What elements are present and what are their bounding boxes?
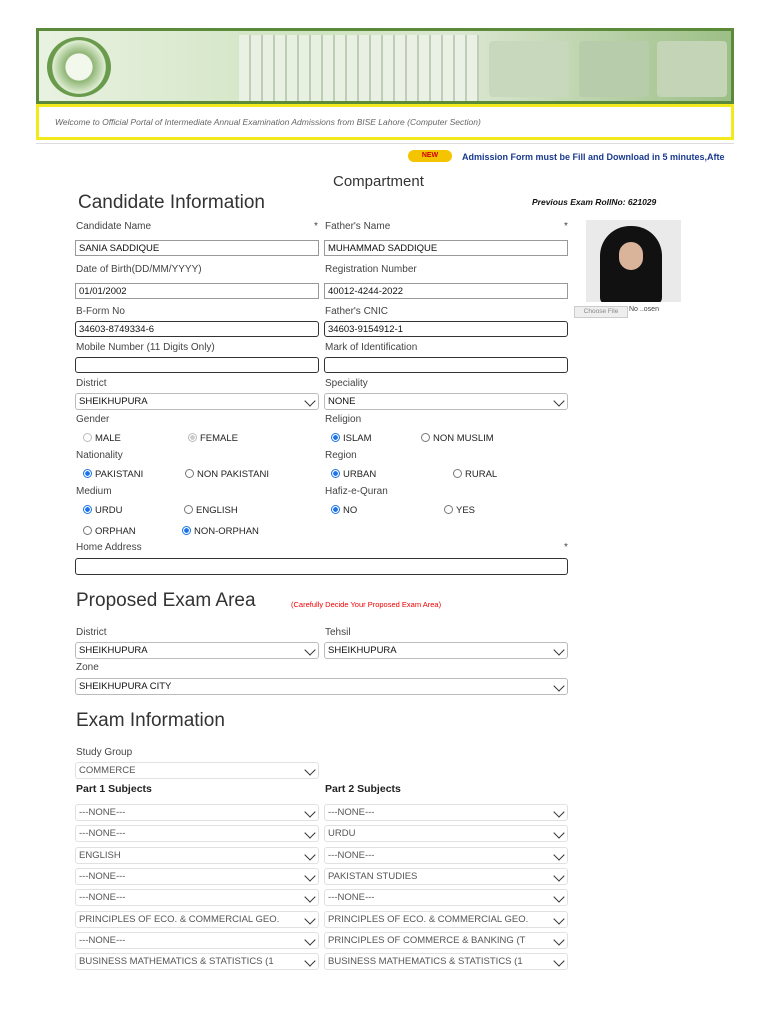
part2-subject-select[interactable] [324,889,568,906]
district-label: District [76,378,107,389]
speciality-select[interactable] [324,393,568,410]
gender-female-text: FEMALE [200,433,239,444]
medium-english-text: ENGLISH [196,505,238,516]
nationality-non-pakistani-text: NON PAKISTANI [197,469,269,480]
nationality-label: Nationality [76,450,123,461]
chevron-down-icon [304,870,315,881]
medium-urdu-radio[interactable] [83,505,92,514]
welcome-box [36,104,734,140]
zone-value: SHEIKHUPURA CITY [79,681,172,692]
chevron-down-icon [304,395,315,406]
hafiz-label: Hafiz-e-Quran [325,486,388,497]
speciality-label: Speciality [325,378,368,389]
medium-label: Medium [76,486,112,497]
part2-subject-select[interactable] [324,825,568,842]
chevron-down-icon [553,644,564,655]
religion-islam-text: ISLAM [343,433,372,444]
part2-subject-value: BUSINESS MATHEMATICS & STATISTICS (1 [328,956,523,968]
medium-english-radio[interactable] [184,505,193,514]
part2-subject-select[interactable] [324,847,568,864]
chevron-down-icon [304,644,315,655]
chevron-down-icon [304,764,315,775]
chevron-down-icon [304,892,315,903]
part1-subject-select[interactable] [75,825,319,842]
hafiz-yes-text: YES [456,505,476,516]
part1-subject-value: ---NONE--- [79,892,126,904]
part1-subject-select[interactable] [75,932,319,949]
part2-subject-select[interactable] [324,932,568,949]
hafiz-yes-radio[interactable] [444,505,453,514]
candidate-name-label: Candidate Name [76,221,152,232]
bform-input[interactable]: 34603-8749334-6 [75,321,319,337]
region-urban-radio[interactable] [331,469,340,478]
part2-subject-select[interactable] [324,804,568,821]
mark-label: Mark of Identification [325,342,418,353]
area-district-value: SHEIKHUPURA [79,645,148,656]
required-mark: * [314,221,318,232]
orphan-radio[interactable] [83,526,92,535]
zone-label: Zone [76,662,99,673]
part2-label: Part 2 Subjects [325,783,401,795]
part1-subject-value: ---NONE--- [79,870,126,882]
chevron-down-icon [553,680,564,691]
exam-type-label: Compartment [333,173,424,190]
part1-subject-value: BUSINESS MATHEMATICS & STATISTICS (1 [79,956,274,968]
part2-subject-value: ---NONE--- [328,892,375,904]
dob-label: Date of Birth(DD/MM/YYYY) [76,264,202,275]
students-photo [579,41,649,97]
notice-text: Admission Form must be Fill and Download in 5 minutes,Afte [462,152,725,162]
mobile-input[interactable] [75,357,319,373]
part2-subject-value: ---NONE--- [328,807,375,818]
part1-subject-value: ---NONE--- [79,807,126,818]
part1-subject-select[interactable] [75,911,319,928]
chevron-down-icon [553,395,564,406]
registration-input[interactable]: 40012-4244-2022 [324,283,568,299]
chevron-down-icon [304,849,315,860]
medium-urdu-text: URDU [95,505,123,516]
address-label: Home Address [76,542,142,553]
gender-label: Gender [76,414,110,425]
chevron-down-icon [553,892,564,903]
chevron-down-icon [553,913,564,924]
divider [36,143,734,144]
nationality-non-pakistani-radio[interactable] [185,469,194,478]
students-photo [489,41,569,97]
non-orphan-text: NON-ORPHAN [194,526,259,537]
required-mark: * [564,542,568,553]
hafiz-no-radio[interactable] [331,505,340,514]
chevron-down-icon [553,870,564,881]
chevron-down-icon [304,955,315,966]
part1-subject-value: ENGLISH [79,849,121,861]
part2-subject-select[interactable] [324,911,568,928]
bform-label: B-Form No [76,306,125,317]
area-district-select[interactable] [75,642,319,659]
district-value: SHEIKHUPURA [79,396,148,407]
religion-non-muslim-text: NON MUSLIM [433,433,494,444]
chevron-down-icon [304,828,315,839]
section-title-exam-info: Exam Information [76,710,225,731]
required-mark: * [564,221,568,232]
students-photo [657,41,727,97]
speciality-value: NONE [328,396,356,407]
orphan-text: ORPHAN [95,526,136,537]
gender-male-text: MALE [95,433,121,444]
area-tehsil-label: Tehsil [325,627,351,638]
new-badge: NEW [408,150,452,162]
study-group-label: Study Group [76,747,133,758]
region-rural-text: RURAL [465,469,498,480]
part2-subject-value: PRINCIPLES OF COMMERCE & BANKING (T [328,934,526,946]
area-district-label: District [76,627,107,638]
part1-subject-value: ---NONE--- [79,934,126,946]
part1-label: Part 1 Subjects [76,783,152,795]
area-tehsil-value: SHEIKHUPURA [328,645,397,656]
mark-input[interactable] [324,357,568,373]
region-urban-text: URBAN [343,469,377,480]
district-select[interactable] [75,393,319,410]
nationality-pakistani-text: PAKISTANI [95,469,144,480]
address-input[interactable] [75,558,568,575]
registration-label: Registration Number [325,264,417,275]
part1-subject-value: ---NONE--- [79,828,126,840]
part1-subject-select[interactable] [75,804,319,821]
part2-subject-value: ---NONE--- [328,849,375,861]
part1-subject-select[interactable] [75,889,319,906]
fathers-name-input[interactable]: MUHAMMAD SADDIQUE [324,240,568,256]
religion-non-muslim-radio[interactable] [421,433,430,442]
welcome-text: Welcome to Official Portal of Intermediate Annual Examination Admissions from BISE Lahore (Computer Section) [55,117,481,127]
part1-subject-value: PRINCIPLES OF ECO. & COMMERCIAL GEO. [79,913,280,925]
part2-subject-value: PRINCIPLES OF ECO. & COMMERCIAL GEO. [328,913,529,925]
chevron-down-icon [553,806,564,817]
candidate-name-input[interactable]: SANIA SADDIQUE [75,240,319,256]
study-group-value: COMMERCE [79,765,136,776]
section-title-exam-area: Proposed Exam Area [76,590,256,611]
cnic-input[interactable]: 34603-9154912-1 [324,321,568,337]
gender-male-radio[interactable] [83,433,92,442]
part1-subject-select[interactable] [75,953,319,970]
region-rural-radio[interactable] [453,469,462,478]
cnic-label: Father's CNIC [325,306,389,317]
chevron-down-icon [304,806,315,817]
zone-select[interactable] [75,678,568,695]
chevron-down-icon [553,828,564,839]
dob-input[interactable]: 01/01/2002 [75,283,319,299]
hafiz-no-text: NO [343,505,358,516]
building-image [239,35,479,101]
religion-label: Religion [325,414,362,425]
board-logo [47,37,111,97]
part2-subject-select[interactable] [324,953,568,970]
no-file-text: No ..osen [629,306,659,313]
exam-area-note: (Carefully Decide Your Proposed Exam Area) [291,600,442,609]
part2-subject-value: URDU [328,828,356,840]
area-tehsil-select[interactable] [324,642,568,659]
religion-islam-radio[interactable] [331,433,340,442]
photo-face [619,242,643,270]
choose-file-button[interactable]: Choose File [574,306,628,318]
part2-subject-select[interactable] [324,868,568,885]
mobile-label: Mobile Number (11 Digits Only) [76,342,215,353]
header-banner [36,28,734,104]
chevron-down-icon [304,913,315,924]
candidate-photo [586,220,681,302]
chevron-down-icon [553,934,564,945]
chevron-down-icon [553,955,564,966]
nationality-pakistani-radio[interactable] [83,469,92,478]
part1-subject-select[interactable] [75,847,319,864]
non-orphan-radio[interactable] [182,526,191,535]
part1-subject-select[interactable] [75,868,319,885]
previous-rollno: Previous Exam RollNo: 621029 [532,197,657,207]
gender-female-radio[interactable] [188,433,197,442]
chevron-down-icon [304,934,315,945]
fathers-name-label: Father's Name [325,221,391,232]
part2-subject-value: PAKISTAN STUDIES [328,870,418,882]
region-label: Region [325,450,357,461]
study-group-select[interactable] [75,762,319,779]
chevron-down-icon [553,849,564,860]
section-title-candidate: Candidate Information [78,192,265,213]
